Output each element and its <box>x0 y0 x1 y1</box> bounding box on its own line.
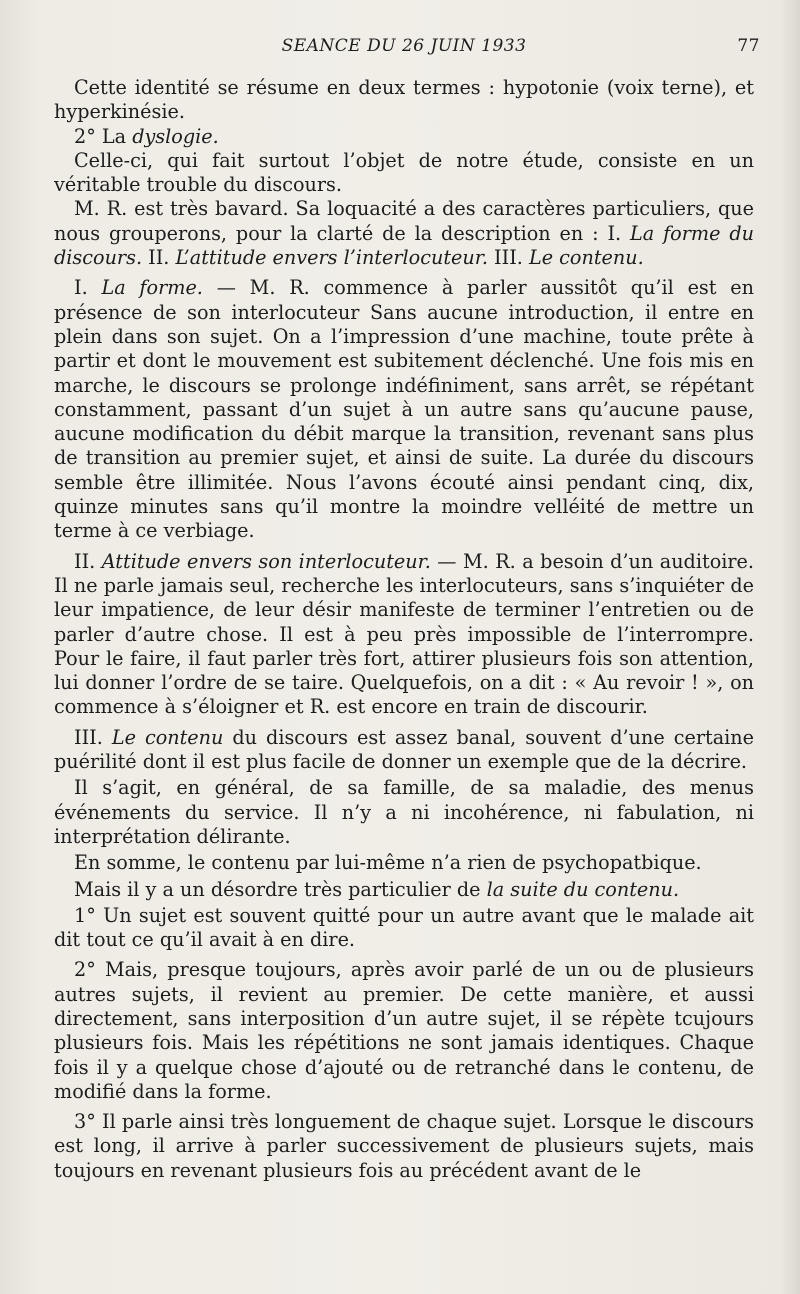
running-head <box>54 30 760 62</box>
paragraph <box>54 851 754 875</box>
text-run: M. R. est très bavard. Sa loquacité a des caractères particuliers, que nous grouperons, pour la clarté de la description en : I. <box>54 197 754 245</box>
running-title: SEANCE DU 26 JUIN 1933 <box>281 36 527 56</box>
body-text <box>54 76 754 1183</box>
text-run: II. <box>142 246 176 270</box>
page-number: 77 <box>737 36 760 56</box>
text-run: — M. R. a besoin d’un auditoire. Il ne parle jamais seul, recherche les interlocuteurs, sans s’inquiéter de leur impatience, de leur désir manifeste de terminer l’entretien ou de parler d’autre chose. Il est à peu près impossible de l’interrompre. Pour le faire, il faut parler très fort, attirer plusieurs fois son attention, lui donner l’ordre de se taire. Quelquefois, on a dit : « Au revoir ! », on commence à s’éloigner et R. est encore en train de discourir. <box>54 549 755 719</box>
text-run: III. <box>487 246 529 270</box>
text-run: 2° Mais, presque toujours, après avoir parlé de un ou de plusieurs autres sujets, il revient au premier. De cette manière, et aussi directement, sans interposition d’un autre sujet, il se répète tcujours plusieurs fois. Mais les répétitions ne sont jamais identiques. Chaque fois il y a quelque chose d’ajouté ou de retranché dans le contenu, de modifié dans la forme. <box>54 958 754 1103</box>
text-run: En somme, le contenu par lui-même n’a rien de psychopatbique. <box>74 851 702 875</box>
italic-text: L’attitude envers l’interlocuteur. <box>175 246 488 270</box>
paragraph <box>54 276 754 543</box>
paragraph <box>54 878 754 902</box>
text-run: Cette identité se résume en deux termes : hypotonie (voix terne), et hyperkinésie. <box>54 76 754 124</box>
text-run: 2° La <box>74 124 133 148</box>
italic-text: La forme. <box>101 276 203 300</box>
text-run: 1° Un sujet est souvent quitté pour un autre avant que le malade ait dit tout ce qu’il avait à en dire. <box>54 903 754 952</box>
italic-text: la suite du contenu. <box>486 877 680 901</box>
italic-text: Le contenu <box>111 725 224 749</box>
paragraph <box>54 76 754 125</box>
text-run: du discours est assez banal, souvent d’une certaine puérilité dont il est plus facile de donner un exemple que de la décrire. <box>54 725 754 774</box>
paragraph <box>54 550 754 720</box>
italic-text: La forme du discours. <box>54 221 754 270</box>
paragraph <box>54 904 754 953</box>
text-run: Mais il y a un désordre très particulier de <box>74 877 487 901</box>
paragraph <box>54 776 754 849</box>
text-run: 3° Il parle ainsi très longuement de chaque sujet. Lorsque le discours est long, il arrive à parler successivement de plusieurs sujets, mais toujours en revenant plusieurs fois au précédent avant de le <box>54 1110 754 1182</box>
italic-text: dyslogie. <box>132 124 219 148</box>
paragraph <box>54 197 754 270</box>
text-run: III. <box>74 725 112 749</box>
paragraph <box>54 1110 754 1183</box>
text-run: — M. R. commence à parler aussitôt qu’il est en présence de son interlocuteur Sans aucune introduction, il entre en plein dans son sujet. On a l’impression d’une machine, toute prête à partir et dont le mouvement est subitement déclenché. Une fois mis en marche, le discours se prolonge indéfiniment, sans arrêt, se répétant constamment, passant d’un sujet à un autre sans qu’aucune pause, aucune modification du débit marque la transition, revenant sans plus de transition au premier sujet, et ainsi de suite. La durée du discours semble être illimitée. Nous l’avons écouté ainsi pendant cinq, dix, quinze minutes sans qu’il montre la moindre velléité de mettre un terme à ce verbiage. <box>54 276 754 543</box>
paragraph <box>54 149 754 198</box>
paragraph <box>54 726 754 775</box>
text-run: II. <box>74 549 102 573</box>
text-run: I. <box>74 276 102 300</box>
italic-text: Attitude envers son interlocuteur. <box>101 549 431 573</box>
paragraph <box>54 958 754 1104</box>
text-run: Celle-ci, qui fait surtout l’objet de notre étude, consiste en un véritable trouble du discours. <box>54 148 754 197</box>
paragraph <box>54 125 754 149</box>
text-run: Il s’agit, en général, de sa famille, de sa maladie, des menus événements du service. Il n’y a ni incohérence, ni fabulation, ni interprétation délirante. <box>54 776 754 848</box>
italic-text: Le contenu. <box>528 246 644 270</box>
